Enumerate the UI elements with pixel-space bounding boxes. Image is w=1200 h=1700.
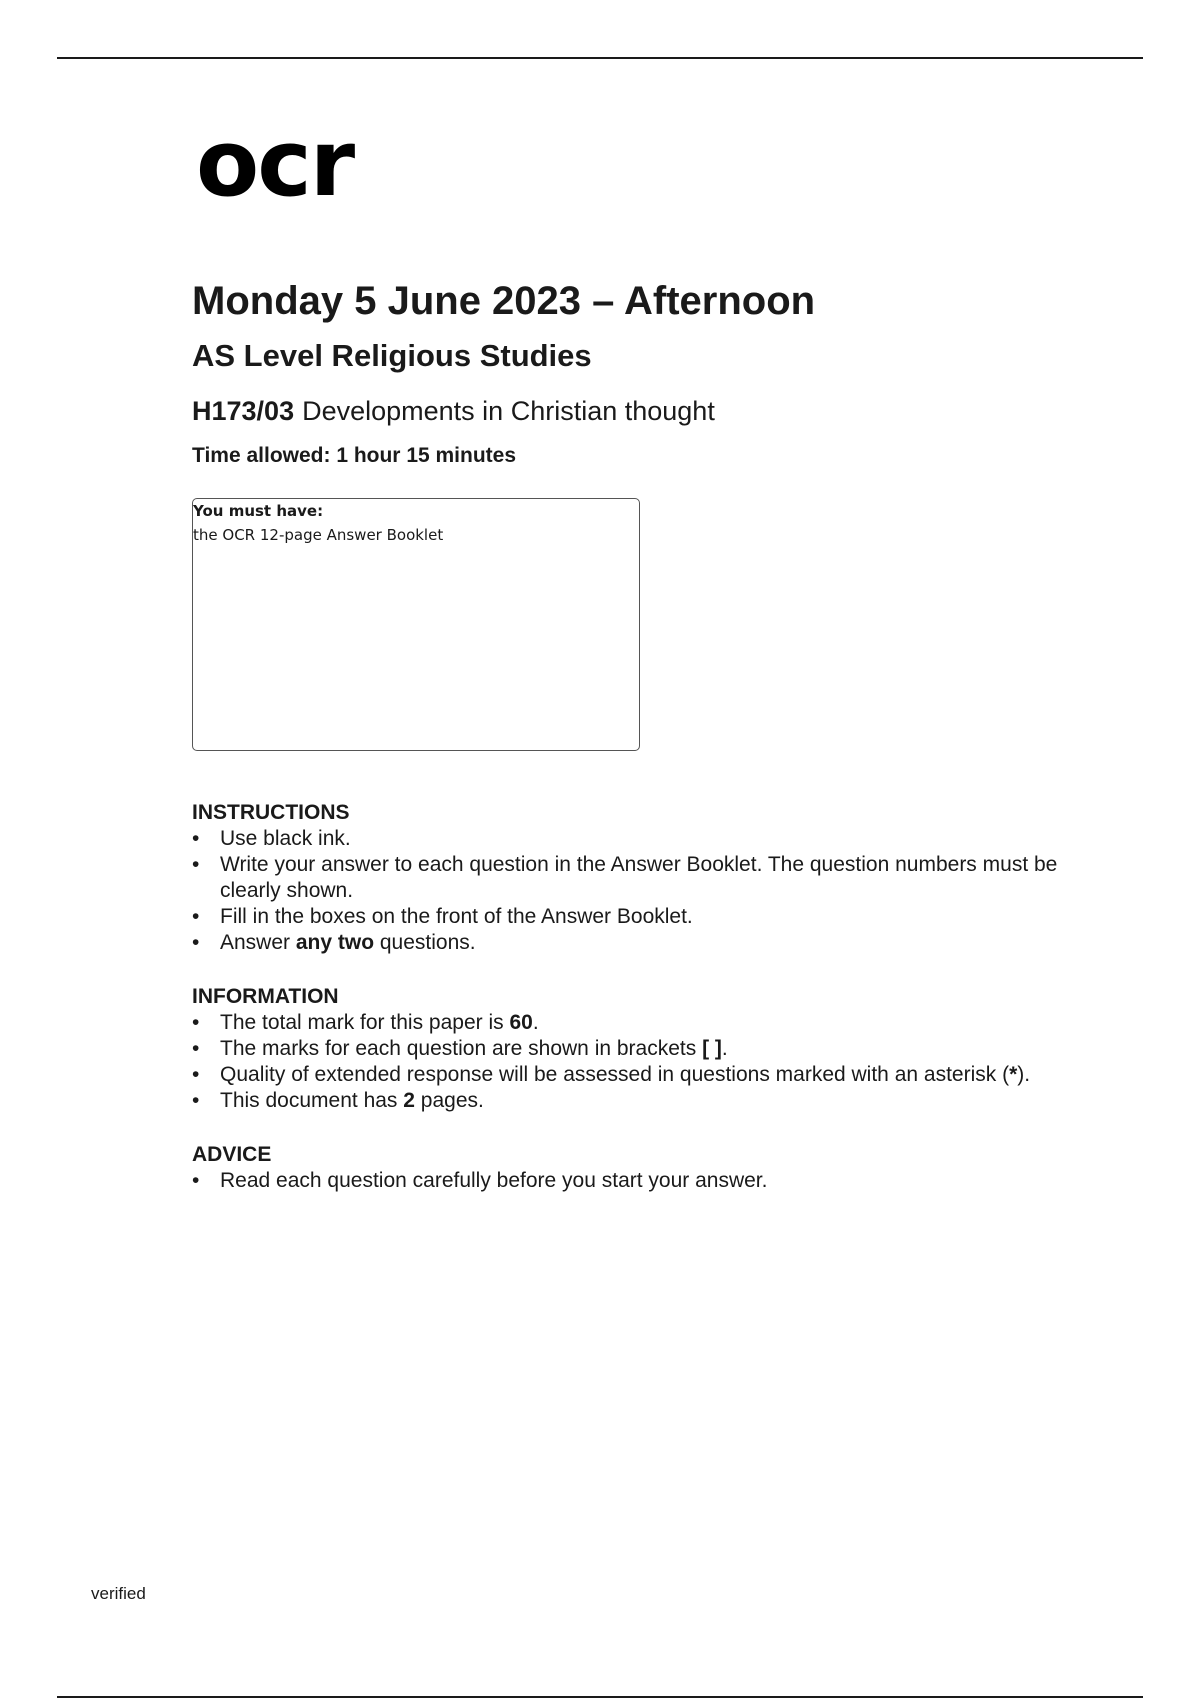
info-marks-pre: The marks for each question are shown in brackets <box>220 1037 703 1060</box>
instruction-answer-post: questions. <box>374 931 476 954</box>
list-item <box>192 1168 1112 1194</box>
paper-title: Developments in Christian thought <box>302 396 715 426</box>
instructions-title: INSTRUCTIONS <box>192 801 350 824</box>
instruction-answer-bold: any two <box>295 931 375 954</box>
verified-label: verified <box>91 1584 146 1603</box>
info-pages-bold: 2 <box>403 1089 415 1112</box>
must-have-title: You must have: <box>193 502 324 520</box>
advice-section <box>192 1142 1112 1194</box>
time-allowed: Time allowed: 1 hour 15 minutes <box>192 444 517 467</box>
instruction-answer-pre: Answer <box>220 931 296 954</box>
instruction-write: Write your answer to each question in the Answer Booklet. The question numbers must be clearly shown. <box>220 853 1058 902</box>
info-pages-post: pages. <box>414 1089 484 1112</box>
must-have-item: the OCR 12-page Answer Booklet <box>193 526 444 544</box>
advice-list <box>192 1168 1112 1194</box>
bottom-rule <box>57 1696 1143 1698</box>
list-item <box>192 904 1112 930</box>
bullet: • <box>192 931 200 954</box>
info-total-post: . <box>532 1011 539 1034</box>
list-item <box>192 1036 1112 1062</box>
instructions-section <box>192 800 1112 956</box>
list-item <box>192 852 1112 904</box>
top-rule <box>57 57 1143 59</box>
bullet: • <box>192 1063 200 1086</box>
instruction-fill: Fill in the boxes on the front of the Answer Booklet. <box>220 905 693 928</box>
list-item <box>192 1062 1112 1088</box>
list-item <box>192 1010 1112 1036</box>
info-quality-pre: Quality of extended response will be assessed in questions marked with an asterisk ( <box>220 1063 1010 1086</box>
information-title: INFORMATION <box>192 985 339 1008</box>
paper-code: H173/03 <box>192 396 295 426</box>
bullet: • <box>192 1169 200 1192</box>
information-section <box>192 984 1112 1114</box>
info-marks-post: . <box>721 1037 728 1060</box>
bullet: • <box>192 905 200 928</box>
bullet: • <box>192 853 200 876</box>
info-quality-post: ). <box>1017 1063 1031 1086</box>
instruction-ink: Use black ink. <box>220 827 351 850</box>
bullet: • <box>192 1011 200 1034</box>
info-total-pre: The total mark for this paper is <box>220 1011 510 1034</box>
list-item <box>192 930 1112 956</box>
advice-read: Read each question carefully before you start your answer. <box>220 1169 768 1192</box>
list-item <box>192 826 1112 852</box>
bullet: • <box>192 827 200 850</box>
list-item <box>192 1088 1112 1114</box>
info-pages-pre: This document has <box>220 1089 404 1112</box>
instructions-list <box>192 826 1112 956</box>
info-quality-bold: * <box>1009 1063 1018 1086</box>
exam-date: Monday 5 June 2023 – Afternoon <box>192 279 816 323</box>
exam-level: AS Level Religious Studies <box>192 338 592 373</box>
information-list <box>192 1010 1112 1114</box>
bullet: • <box>192 1037 200 1060</box>
info-total-bold: 60 <box>509 1011 533 1034</box>
bullet: • <box>192 1089 200 1112</box>
ocr-logo: ocr <box>196 110 354 217</box>
must-have-box <box>192 498 640 751</box>
paper-heading <box>192 394 715 428</box>
advice-title: ADVICE <box>192 1143 272 1166</box>
info-marks-bold: [ ] <box>702 1037 722 1060</box>
